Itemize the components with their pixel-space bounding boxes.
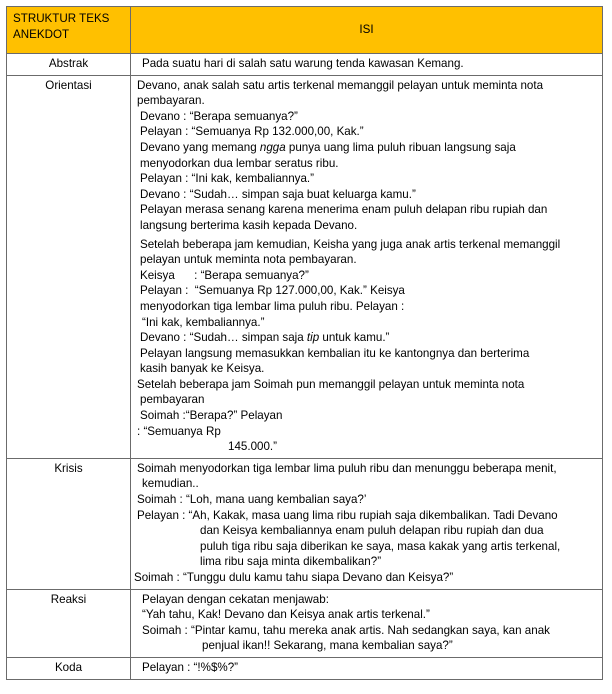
text-line: Pelayan : “!%$%?”	[142, 660, 239, 674]
text-line: 145.000.”	[228, 440, 277, 454]
row-label-abstrak: Abstrak	[7, 54, 131, 76]
text-line: “Ini kak, kembaliannya.”	[142, 315, 265, 329]
text-segment: Devano yang memang	[140, 140, 260, 154]
text-line: Setelah beberapa jam Soimah pun memanggil pelayan untuk meminta nota	[137, 377, 525, 391]
text-line: Pelayan merasa senang karena menerima enam puluh delapan ribu rupiah dan	[140, 203, 548, 217]
table-header-row	[7, 7, 603, 54]
text-line: Devano : “Sudah… simpan saja buat keluarga kamu.”	[140, 187, 416, 201]
text-line: Soimah menyodorkan tiga lembar lima puluh ribu dan menunggu beberapa menit,	[137, 461, 557, 475]
row-content-krisis	[131, 458, 603, 589]
text-line: Pelayan langsung memasukkan kembalian itu ke kantongnya dan berterima	[140, 346, 530, 360]
text-line: dan Keisya kembaliannya enam puluh delapan ribu rupiah dan dua	[200, 524, 544, 538]
row-label-koda: Koda	[7, 657, 131, 679]
row-content-orientasi	[131, 75, 603, 458]
anecdote-structure-table	[6, 6, 603, 680]
text-line: Soimah : “Pintar kamu, tahu mereka anak artis. Nah sedangkan saya, kan anak	[142, 623, 550, 637]
text-segment: punya uang lima puluh ribuan langsung saja	[285, 140, 516, 154]
text-line: Pelayan : “Ini kak, kembaliannya.”	[140, 172, 314, 186]
text-line: langsung berterima kasih kepada Devano.	[140, 218, 358, 232]
text-line: Pelayan : “Ah, Kakak, masa uang lima ribu rupiah saja dikembalikan. Tadi Devano	[137, 508, 558, 522]
row-label-reaksi: Reaksi	[7, 589, 131, 657]
text-line	[137, 140, 596, 156]
text-segment: untuk kamu.”	[319, 331, 390, 345]
text-line: puluh tiga ribu saja diberikan ke saya, masa kakak yang artis terkenal,	[200, 539, 561, 553]
row-content-reaksi	[131, 589, 603, 657]
table-row-abstrak	[7, 54, 603, 76]
text-line: pembayaran.	[137, 94, 205, 108]
header-content: ISI	[131, 7, 603, 54]
text-line: Keisya : “Berapa semuanya?”	[140, 268, 309, 282]
table-row-krisis	[7, 458, 603, 589]
text-line: Soimah :“Berapa?” Pelayan	[140, 409, 283, 423]
table-row-koda	[7, 657, 603, 679]
text-line: Devano : “Berapa semuanya?”	[140, 109, 298, 123]
text-line: menyodorkan dua lembar seratus ribu.	[140, 156, 339, 170]
text-line: Soimah : “Loh, mana uang kembalian saya?’	[137, 493, 367, 507]
text-line: lima ribu saja minta dikembalikan?”	[200, 555, 382, 569]
text-line: kemudian..	[142, 477, 199, 491]
text-line: kasih banyak ke Keisya.	[140, 362, 265, 376]
text-line: Pelayan : “Semuanya Rp 132.000,00, Kak.”	[140, 125, 364, 139]
text-line: Pada suatu hari di salah satu warung tenda kawasan Kemang.	[142, 57, 464, 70]
text-line: Setelah beberapa jam kemudian, Keisha yang juga anak artis terkenal memanggil	[140, 237, 561, 251]
text-line: “Yah tahu, Kak! Devano dan Keisya anak artis terkenal.”	[142, 608, 430, 622]
table-row-reaksi	[7, 589, 603, 657]
header-structure: STRUKTUR TEKS ANEKDOT	[7, 7, 131, 54]
text-line	[137, 330, 596, 346]
text-line: Devano, anak salah satu artis terkenal memanggil pelayan untuk meminta nota	[137, 78, 544, 92]
text-italic: tip	[306, 331, 320, 345]
row-label-orientasi: Orientasi	[7, 75, 131, 458]
text-line: penjual ikan!! Sekarang, mana kembalian saya?”	[202, 639, 453, 653]
row-label-krisis: Krisis	[7, 458, 131, 589]
text-segment: Devano : “Sudah… simpan saja	[140, 331, 307, 345]
text-line: Pelayan dengan cekatan menjawab:	[142, 592, 329, 606]
row-content-koda	[131, 657, 603, 679]
text-line: pembayaran	[140, 393, 205, 407]
text-line: Soimah : “Tunggu dulu kamu tahu siapa Devano dan Keisya?”	[134, 571, 454, 584]
text-line: : “Semuanya Rp	[137, 424, 221, 438]
text-line: pelayan untuk meminta nota pembayaran.	[140, 253, 357, 267]
text-italic: ngga	[259, 140, 286, 154]
table-row-orientasi	[7, 75, 603, 458]
text-line: menyodorkan tiga lembar lima puluh ribu. Pelayan :	[140, 299, 405, 313]
text-line: Pelayan : “Semuanya Rp 127.000,00, Kak.” Keisya	[140, 284, 405, 298]
row-content-abstrak	[131, 54, 603, 76]
